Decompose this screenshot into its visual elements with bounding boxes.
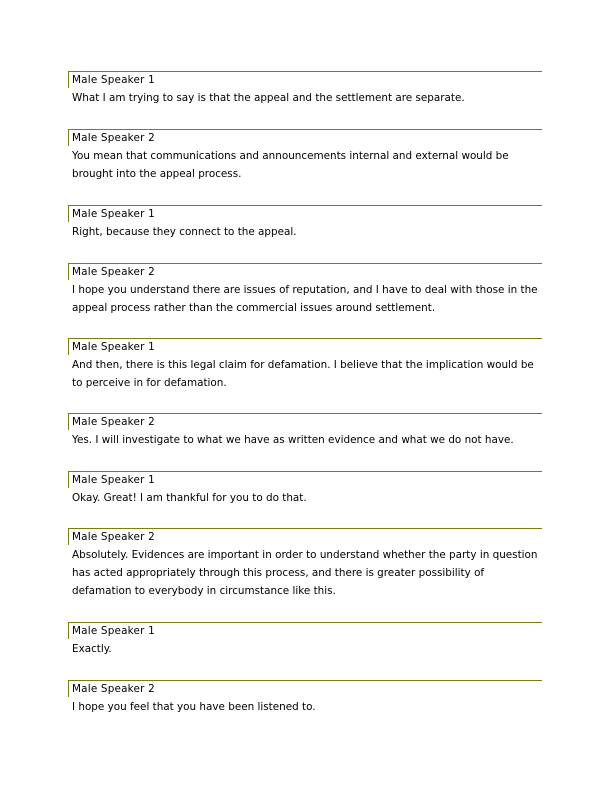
speaker-label: Male Speaker 1 (68, 338, 542, 355)
utterance-text: Yes. I will investigate to what we have as written evidence and what we do not have. (72, 434, 514, 446)
transcript-entry (68, 71, 542, 107)
speaker-label: Male Speaker 2 (68, 528, 542, 545)
transcript-entry (68, 263, 542, 317)
utterance-text: You mean that communications and announcements internal and external would be brought into the appeal process. (72, 150, 509, 180)
speaker-label: Male Speaker 1 (68, 205, 542, 222)
utterance-text: Right, because they connect to the appeal. (72, 226, 297, 238)
speaker-label: Male Speaker 2 (68, 680, 542, 697)
utterance-text: I hope you feel that you have been listened to. (72, 701, 316, 713)
transcript-entry (68, 680, 542, 716)
transcript-entry (68, 205, 542, 241)
utterance-text: What I am trying to say is that the appeal and the settlement are separate. (72, 92, 465, 104)
transcript-entry (68, 471, 542, 507)
transcript-entry (68, 622, 542, 658)
transcript-entry (68, 413, 542, 449)
speaker-label: Male Speaker 1 (68, 622, 542, 639)
utterance-text: Absolutely. Evidences are important in order to understand whether the party in question has acted appropriately through this process, and there is greater possibility of defamation to everybody in circumstance like this. (72, 549, 538, 597)
utterance-text: Okay. Great! I am thankful for you to do that. (72, 492, 307, 504)
utterance-text: Exactly. (72, 643, 112, 655)
transcript-entry (68, 129, 542, 183)
transcript-entry (68, 528, 542, 600)
speaker-label: Male Speaker 2 (68, 413, 542, 430)
utterance-text: And then, there is this legal claim for defamation. I believe that the implication would be to perceive in for defamation. (72, 359, 534, 389)
utterance-text: I hope you understand there are issues of reputation, and I have to deal with those in the appeal process rather than the commercial issues around settlement. (72, 284, 538, 314)
speaker-label: Male Speaker 1 (68, 71, 542, 88)
speaker-label: Male Speaker 2 (68, 263, 542, 280)
speaker-label: Male Speaker 1 (68, 471, 542, 488)
transcript-entry (68, 338, 542, 392)
speaker-label: Male Speaker 2 (68, 129, 542, 146)
